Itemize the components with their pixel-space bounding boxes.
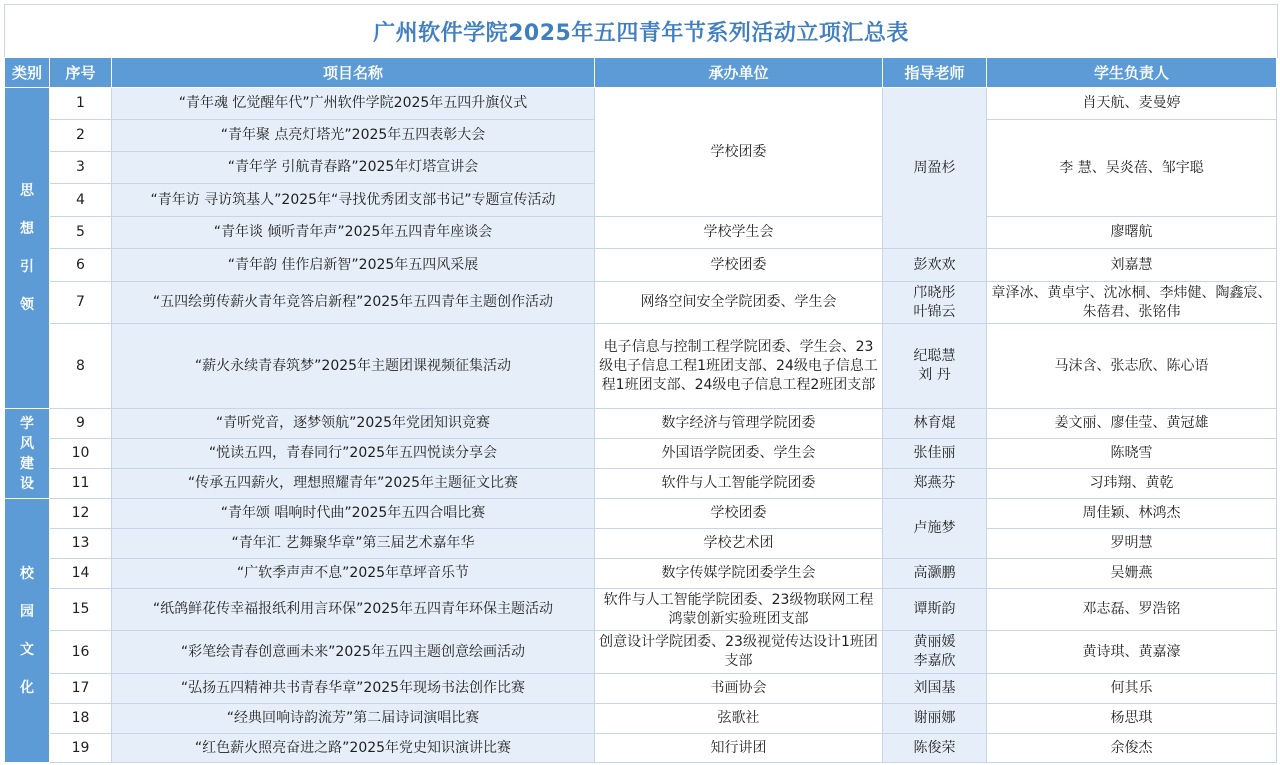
header-student: 学生负责人 [987,58,1277,88]
cell-no: 10 [50,439,112,469]
cell-name: “青年学 引航青春路”2025年灯塔宣讲会 [112,152,595,184]
cell-teacher: 张佳丽 [883,439,987,469]
category-char: 园 [20,603,34,620]
cell-name: “彩笔绘青春创意画未来”2025年五四主题创意绘画活动 [112,631,595,674]
cell-student: 周佳颖、林鸿杰 [987,499,1277,529]
cell-teacher: 刘国基 [883,674,987,704]
cell-student: 邓志磊、罗浩铭 [987,589,1277,631]
cell-unit: 外国语学院团委、学生会 [595,439,883,469]
cell-unit: 学校学生会 [595,217,883,249]
cell-unit: 学校艺术团 [595,529,883,559]
category-char: 校 [20,565,34,582]
cell-unit: 书画协会 [595,674,883,704]
cell-teacher: 纪聪慧 刘 丹 [883,324,987,409]
table-row [5,324,1277,409]
cell-name: “红色薪火照亮奋进之路”2025年党史知识演讲比赛 [112,734,595,763]
category-char: 思 [20,183,34,199]
cell-teacher: 谭斯韵 [883,589,987,631]
cell-no: 15 [50,589,112,631]
cell-unit: 数字传媒学院团委学生会 [595,559,883,589]
cell-no: 5 [50,217,112,249]
cell-no: 1 [50,88,112,120]
table-row [5,469,1277,499]
cell-unit: 软件与人工智能学院团委 [595,469,883,499]
cell-teacher: 周盈杉 [883,88,987,249]
category-char: 文 [20,641,34,658]
cell-no: 19 [50,734,112,763]
category-cell-study [5,409,50,499]
cell-teacher: 谢丽娜 [883,704,987,734]
cell-name: “经典回响诗韵流芳”第二届诗词演唱比赛 [112,704,595,734]
table-row [5,734,1277,763]
cell-student: 陈晓雪 [987,439,1277,469]
table-row [5,589,1277,631]
cell-unit: 知行讲团 [595,734,883,763]
cell-no: 2 [50,120,112,152]
category-char: 化 [20,679,34,696]
title-bar [4,4,1278,58]
cell-teacher: 卢施梦 [883,499,987,559]
table-row [5,559,1277,589]
cell-no: 8 [50,324,112,409]
cell-unit: 弦歌社 [595,704,883,734]
cell-student: 章泽冰、黄卓宇、沈冰桐、李炜健、陶鑫宸、朱蓓君、张铭伟 [987,282,1277,324]
cell-no: 4 [50,184,112,217]
cell-unit: 学校团委 [595,249,883,282]
cell-student: 何其乐 [987,674,1277,704]
cell-unit: 网络空间安全学院团委、学生会 [595,282,883,324]
cell-student: 姜文丽、廖佳莹、黄冠雄 [987,409,1277,439]
cell-student: 马沫含、张志欣、陈心语 [987,324,1277,409]
cell-name: “悦读五四，青春同行”2025年五四悦读分享会 [112,439,595,469]
cell-teacher: 陈俊荣 [883,734,987,763]
cell-student: 余俊杰 [987,734,1277,763]
category-char: 引 [20,259,34,275]
cell-name: “弘扬五四精神共书青春华章”2025年现场书法创作比赛 [112,674,595,704]
cell-no: 3 [50,152,112,184]
cell-student: 吴姗燕 [987,559,1277,589]
cell-name: “青年魂 忆觉醒年代”广州软件学院2025年五四升旗仪式 [112,88,595,120]
cell-student: 杨思琪 [987,704,1277,734]
category-char: 风 [20,435,34,452]
cell-name: “青听党音，逐梦领航”2025年党团知识竞赛 [112,409,595,439]
cell-no: 17 [50,674,112,704]
category-char: 建 [20,455,34,472]
cell-teacher: 郑燕芬 [883,469,987,499]
category-cell-thought [5,88,50,409]
category-char: 想 [20,221,34,237]
cell-teacher: 黄丽媛 李嘉欣 [883,631,987,674]
cell-no: 6 [50,249,112,282]
cell-no: 13 [50,529,112,559]
header-name: 项目名称 [112,58,595,88]
table-row [5,217,1277,249]
table-row [5,282,1277,324]
cell-name: “青年聚 点亮灯塔光”2025年五四表彰大会 [112,120,595,152]
cell-student: 刘嘉慧 [987,249,1277,282]
category-cell-campus [5,499,50,763]
cell-no: 14 [50,559,112,589]
cell-student: 黄诗琪、黄嘉濠 [987,631,1277,674]
header-category: 类别 [5,58,50,88]
header-unit: 承办单位 [595,58,883,88]
cell-name: “青年颂 唱响时代曲”2025年五四合唱比赛 [112,499,595,529]
cell-teacher: 林育焜 [883,409,987,439]
table-row [5,631,1277,674]
cell-unit: 软件与人工智能学院团委、23级物联网工程鸿蒙创新实验班团支部 [595,589,883,631]
cell-unit: 数字经济与管理学院团委 [595,409,883,439]
cell-name: “青年汇 艺舞聚华章”第三届艺术嘉年华 [112,529,595,559]
cell-name: “广软季声声不息”2025年草坪音乐节 [112,559,595,589]
cell-teacher: 高灏鹏 [883,559,987,589]
header-row [5,58,1277,88]
category-char: 领 [20,297,34,313]
activity-table [4,57,1277,763]
cell-no: 12 [50,499,112,529]
table-row [5,704,1277,734]
header-teacher: 指导老师 [883,58,987,88]
cell-name: “青年谈 倾听青年声”2025年五四青年座谈会 [112,217,595,249]
cell-name: “传承五四薪火，理想照耀青年”2025年主题征文比赛 [112,469,595,499]
cell-student: 罗明慧 [987,529,1277,559]
header-no: 序号 [50,58,112,88]
table-row [5,439,1277,469]
cell-name: “薪火永续青春筑梦”2025年主题团课视频征集活动 [112,324,595,409]
cell-student: 习玮翔、黄乾 [987,469,1277,499]
category-char: 设 [20,475,34,492]
category-char: 学 [20,415,34,432]
cell-unit: 学校团委 [595,88,883,217]
cell-student: 肖天航、麦曼婷 [987,88,1277,120]
table-row [5,409,1277,439]
cell-teacher: 彭欢欢 [883,249,987,282]
cell-name: “青年韵 佳作启新智”2025年五四风采展 [112,249,595,282]
cell-unit: 创意设计学院团委、23级视觉传达设计1班团支部 [595,631,883,674]
cell-unit: 学校团委 [595,499,883,529]
cell-no: 16 [50,631,112,674]
table-row [5,88,1277,120]
cell-no: 9 [50,409,112,439]
cell-no: 7 [50,282,112,324]
cell-name: “纸鸽鲜花传幸福报纸利用言环保”2025年五四青年环保主题活动 [112,589,595,631]
cell-student: 李 慧、吴炎蓓、邹宇聪 [987,120,1277,217]
cell-no: 11 [50,469,112,499]
cell-unit: 电子信息与控制工程学院团委、学生会、23级电子信息工程1班团支部、24级电子信息工程1班团支部、24级电子信息工程2班团支部 [595,324,883,409]
cell-name: “五四绘剪传薪火青年竞答启新程”2025年五四青年主题创作活动 [112,282,595,324]
cell-name: “青年访 寻访筑基人”2025年“寻找优秀团支部书记”专题宣传活动 [112,184,595,217]
table-row [5,674,1277,704]
table-row [5,499,1277,529]
table-row [5,529,1277,559]
page-title: 广州软件学院2025年五四青年节系列活动立项汇总表 [373,20,909,46]
cell-teacher: 邝晓彤 叶锦云 [883,282,987,324]
table-row [5,249,1277,282]
cell-no: 18 [50,704,112,734]
cell-student: 廖曙航 [987,217,1277,249]
